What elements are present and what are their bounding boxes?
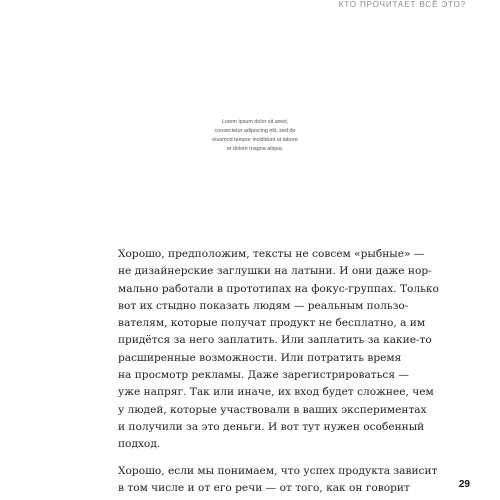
text-line: на просмотр рекламы. Даже зарегистрироваться — xyxy=(118,369,409,382)
caption-line: consectetur adipiscing elit, sed do xyxy=(214,128,296,134)
text-line: не дизайнерские заглушки на латыни. И они даже нор- xyxy=(118,265,432,278)
text-line: мально работали в прототипах на фокус-группах. Только xyxy=(118,282,439,295)
text-line: вателям, которые получат продукт не бесплатно, а им xyxy=(118,317,426,330)
caption-line: eiusmod tempor incididunt ut labore xyxy=(212,137,298,143)
running-header: КТО ПРОЧИТАЕТ ВСЁ ЭТО? xyxy=(338,0,466,9)
text-line: Хорошо, предположим, тексты не совсем «рыбные» — xyxy=(118,248,425,260)
caption-line: et dolore magna aliqua. xyxy=(226,146,284,152)
text-line: подход. xyxy=(118,438,161,451)
text-line: и получили за это деньги. И вот тут нужен особенный xyxy=(118,420,425,433)
text-line: вот их стыдно показать людям — реальным пользо- xyxy=(118,299,409,312)
text-line: у людей, которые участвовали в ваших экспериментах xyxy=(118,403,427,416)
text-line: придётся за него заплатить. Или заплатить за какие-то xyxy=(118,334,432,347)
paragraph-1 xyxy=(118,246,439,454)
page-number: 29 xyxy=(458,479,470,490)
text-line: расширенные возможности. Или потратить время xyxy=(118,351,402,364)
text-line: уже напряг. Так или иначе, их вход будет сложнее, чем xyxy=(118,386,434,399)
body-text xyxy=(118,246,439,497)
text-line: в том числе и от его речи — от того, как он говорит xyxy=(118,481,410,494)
figure-caption xyxy=(180,118,330,154)
text-line: Хорошо, если мы понимаем, что успех продукта зависит xyxy=(118,464,438,477)
paragraph-2 xyxy=(118,463,438,498)
caption-line: Lorem ipsum dolor sit amet, xyxy=(221,119,289,125)
